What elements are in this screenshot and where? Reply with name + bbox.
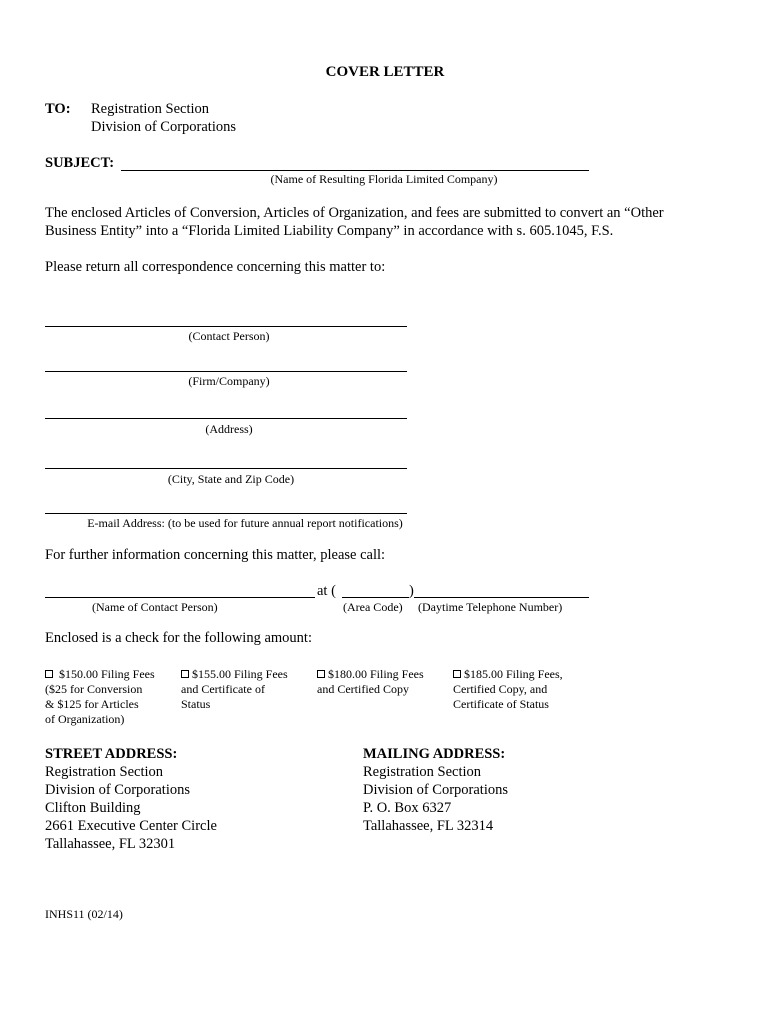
- telephone-field-line[interactable]: [414, 597, 589, 598]
- subject-caption: (Name of Resulting Florida Limited Company): [270, 172, 498, 186]
- address-caption: (Address): [205, 422, 253, 436]
- subject-label: SUBJECT:: [45, 155, 115, 171]
- contact-person-field-line[interactable]: [45, 326, 407, 327]
- contact-name-caption: (Name of Contact Person): [92, 600, 218, 614]
- firm-company-caption: (Firm/Company): [188, 374, 270, 388]
- form-code: INHS11 (02/14): [45, 907, 123, 921]
- area-code-caption: (Area Code): [343, 600, 403, 614]
- address-field-line[interactable]: [45, 418, 407, 419]
- fee-option-150[interactable]: $150.00 Filing Fees ($25 for Conversion & $125 for Articles of Organization): [45, 667, 155, 726]
- enclosed-label: Enclosed is a check for the following amount:: [45, 630, 312, 646]
- page-title: COVER LETTER: [325, 64, 445, 80]
- street-address-heading: STREET ADDRESS:: [45, 746, 178, 762]
- email-field-line[interactable]: [45, 513, 407, 514]
- checkbox-icon[interactable]: [181, 670, 189, 678]
- firm-company-field-line[interactable]: [45, 371, 407, 372]
- mailing-address-block: MAILING ADDRESS: Registration Section Division of Corporations P. O. Box 6327 Tallahassee, FL 32314: [363, 746, 508, 834]
- email-caption: E-mail Address: (to be used for future annual report notifications): [87, 516, 403, 530]
- subject-field-line[interactable]: [121, 170, 589, 171]
- contact-person-caption: (Contact Person): [188, 329, 270, 343]
- close-paren: ): [409, 583, 414, 599]
- checkbox-icon[interactable]: [45, 670, 53, 678]
- checkbox-icon[interactable]: [317, 670, 325, 678]
- body-paragraph-line-2: Business Entity” into a “Florida Limited Liability Company” in accordance with s. 605.1045, F.S.: [45, 223, 614, 239]
- contact-name-field-line[interactable]: [45, 597, 315, 598]
- return-instruction: Please return all correspondence concerning this matter to:: [45, 259, 386, 275]
- body-paragraph-line-1: The enclosed Articles of Conversion, Articles of Organization, and fees are submitted to convert an “Other: [45, 205, 664, 221]
- city-state-zip-field-line[interactable]: [45, 468, 407, 469]
- to-line-1: Registration Section: [91, 101, 209, 117]
- checkbox-icon[interactable]: [453, 670, 461, 678]
- fee-option-155[interactable]: $155.00 Filing Fees and Certificate of Status: [181, 667, 288, 711]
- to-label: TO:: [45, 101, 71, 117]
- city-state-zip-caption: (City, State and Zip Code): [167, 472, 295, 486]
- fee-option-180[interactable]: $180.00 Filing Fees and Certified Copy: [317, 667, 424, 696]
- to-line-2: Division of Corporations: [91, 119, 236, 135]
- telephone-caption: (Daytime Telephone Number): [418, 600, 563, 614]
- at-label: at (: [317, 583, 336, 599]
- mailing-address-heading: MAILING ADDRESS:: [363, 746, 506, 762]
- fee-option-185[interactable]: $185.00 Filing Fees, Certified Copy, and Certificate of Status: [453, 667, 563, 711]
- area-code-field-line[interactable]: [342, 597, 409, 598]
- street-address-block: STREET ADDRESS: Registration Section Division of Corporations Clifton Building 2661 Executive Center Circle Tallahassee, FL 32301: [45, 746, 217, 852]
- contact-intro: For further information concerning this matter, please call:: [45, 547, 386, 563]
